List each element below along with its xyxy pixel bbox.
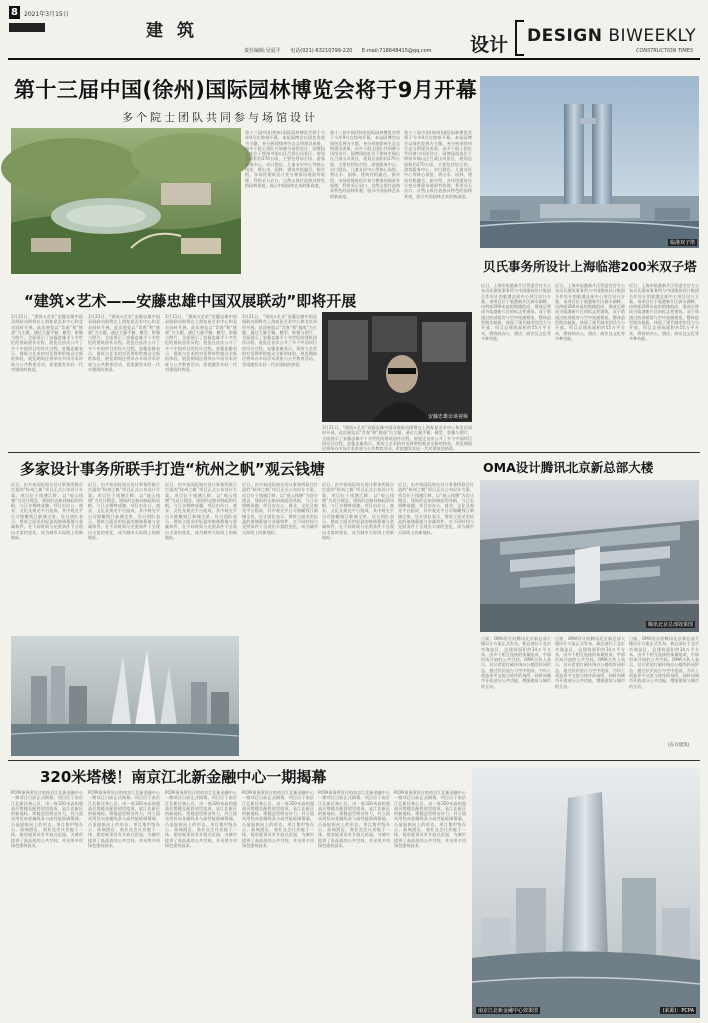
twin-towers-body-col2: 近日，上海市临港新片区管委会官方公布贝氏建筑事务所与中国建筑设计集团合作设计的临港总部中心项目设计方案。该项目位于临港新片区滴水湖畔，由两座200米高的塔楼组成，建成后将成为临港新片区的标志性建筑。双子塔通过底部裙房与空中连廊相连，整体造型简洁挺拔，体现了现代城市的活力与开放。项目总建筑面积约55万平方米，将容纳办公、酒店、商业及文化等多种功能。 — [555, 283, 625, 341]
oma-credit: (东方建筑) — [668, 743, 690, 748]
nanjing-tower-image-icon — [472, 768, 700, 1018]
hangzhou-body-col5: 近日，由多家国际知名设计事务所联合打造的“杭州之帆”项目正式公布设计方案。项目位于钱塘江畔，以“观云钱塘”为设计理念，建筑形态如同扬起的风帆，与江水相映成趣。项目由办公、商业、文化及观光平台组成，其中观光平台可俯瞰钱江新城全景。设计团队表示，建筑立面采用轻盈的玻璃幕墙与金属构件，在不同时间与光照条件下呈现出丰富的变化，成为城市天际线上的新地标。 — [322, 482, 394, 540]
hangzhou-body-col6: 近日，由多家国际知名设计事务所联合打造的“杭州之帆”项目正式公布设计方案。项目位于钱塘江畔，以“观云钱塘”为设计理念，建筑形态如同扬起的风帆，与江水相映成趣。项目由办公、商业、文化及观光平台组成，其中观光平台可俯瞰钱江新城全景。设计团队表示，建筑立面采用轻盈的玻璃幕墙与金属构件，在不同时间与光照条件下呈现出丰富的变化，成为城市天际线上的新地标。 — [398, 482, 474, 535]
hangzhou-skyline-image-icon — [11, 636, 239, 756]
oma-tencent-photo — [480, 480, 699, 632]
art-body-col4: 3月21日，“建筑×艺术”安藤忠雄中国双展联动即将在上海复星艺术中心和北京同时开展。此次展览以“青春”和“挑战”为主题，通过大量手稿、模型、影像与照片，全面展示了安藤忠雄半个多世纪的建筑创作历程。展览还首次公开了多个中国项目的设计过程。安藤忠雄表示，建筑与艺术的对话将带给观众全新的体验，展览期间还将举办多场学术讲座与公共教育活动，希望激发年轻一代对建筑的热爱。 — [242, 314, 317, 367]
headline-twin-towers: 贝氏事务所设计上海临港200米双子塔 — [483, 259, 697, 274]
art-body-col5: 3月21日，“建筑×艺术”安藤忠雄中国双展联动即将在上海复星艺术中心和北京同时开展。此次展览以“青春”和“挑战”为主题，通过大量手稿、模型、影像与照片，全面展示了安藤忠雄半个多世纪的建筑创作历程。展览还首次公开了多个中国项目的设计过程。安藤忠雄表示，建筑与艺术的对话将带给观众全新的体验，展览期间还将举办多场学术讲座与公共教育活动，希望激发年轻一代对建筑的热爱。 — [322, 425, 472, 452]
subheadline-garden-expo: 多个院士团队共同参与场馆设计 — [122, 111, 318, 124]
art-body-col3: 3月21日，“建筑×艺术”安藤忠雄中国双展联动即将在上海复星艺术中心和北京同时开展。此次展览以“青春”和“挑战”为主题，通过大量手稿、模型、影像与照片，全面展示了安藤忠雄半个多世纪的建筑创作历程。展览还首次公开了多个中国项目的设计过程。安藤忠雄表示，建筑与艺术的对话将带给观众全新的体验，展览期间还将举办多场学术讲座与公共教育活动，希望激发年轻一代对建筑的热爱。 — [165, 314, 237, 372]
oma-body-col1: 日前，OMA设计的腾讯北京新总部大楼设计方案正式发布。新总部位于北京市海淀区，总建筑面积约34万平方米，由多个相互连接的体量组成，中部形成开放的公共空间。OMA合伙人表示，设计希望打破传统办公楼的封闭形态，通过层层退台与空中花园，为员工创造更多交流与协作的场所，同时向城市开放部分公共功能，增强建筑与城市的互动。 — [481, 636, 551, 689]
twin-towers-body-col3: 近日，上海市临港新片区管委会官方公布贝氏建筑事务所与中国建筑设计集团合作设计的临港总部中心项目设计方案。该项目位于临港新片区滴水湖畔，由两座200米高的塔楼组成，建成后将成为临港新片区的标志性建筑。双子塔通过底部裙房与空中连廊相连，整体造型简洁挺拔，体现了现代城市的活力与开放。项目总建筑面积约55万平方米，将容纳办公、酒店、商业及文化等多种功能。 — [629, 283, 699, 341]
brand-en — [527, 26, 696, 46]
headline-oma-beijing: OMA设计腾讯北京新总部大楼 — [483, 460, 654, 475]
nanjing-body-col1: PCPA事务所设计的南京江北新金融中心一期项目日前正式揭幕。项目位于南京江北新区核心区，由一座320米高的超高层塔楼及配套裙房组成，是江北新区的新地标。塔楼造型简洁有力，外立面采用竖向金属线条与高性能玻璃幕墙，凸显挺拔向上的形态。项目集甲级办公、高端酒店、商业及会议功能于一体，裙房屋顶设有开放式花园，为城市提供了高品质的公共空间，并采用多项绿色建筑技术。 — [11, 790, 83, 848]
nanjing-body-col5: PCPA事务所设计的南京江北新金融中心一期项目日前正式揭幕。项目位于南京江北新区核心区，由一座320米高的超高层塔楼及配套裙房组成，是江北新区的新地标。塔楼造型简洁有力，外立面采用竖向金属线条与高性能玻璃幕墙，凸显挺拔向上的形态。项目集甲级办公、高端酒店、商业及会议功能于一体，裙房屋顶设有开放式花园，为城市提供了高品质的公共空间，并采用多项绿色建筑技术。 — [318, 790, 390, 848]
brand-subtitle: CONSTRUCTION TIMES — [636, 48, 693, 54]
hangzhou-body-col2: 近日，由多家国际知名设计事务所联合打造的“杭州之帆”项目正式公布设计方案。项目位于钱塘江畔，以“观云钱塘”为设计理念，建筑形态如同扬起的风帆，与江水相映成趣。项目由办公、商业、文化及观光平台组成，其中观光平台可俯瞰钱江新城全景。设计团队表示，建筑立面采用轻盈的玻璃幕墙与金属构件，在不同时间与光照条件下呈现出丰富的变化，成为城市天际线上的新地标。 — [88, 482, 160, 540]
oma-body-col2: 日前，OMA设计的腾讯北京新总部大楼设计方案正式发布。新总部位于北京市海淀区，总建筑面积约34万平方米，由多个相互连接的体量组成，中部形成开放的公共空间。OMA合伙人表示，设计希望打破传统办公楼的封闭形态，通过层层退台与空中花园，为员工创造更多交流与协作的场所，同时向城市开放部分公共功能，增强建筑与城市的互动。 — [555, 636, 625, 689]
issue-date: 2021年3月15日 — [24, 11, 69, 18]
art-body-col2: 3月21日，“建筑×艺术”安藤忠雄中国双展联动即将在上海复星艺术中心和北京同时开展。此次展览以“青春”和“挑战”为主题，通过大量手稿、模型、影像与照片，全面展示了安藤忠雄半个多世纪的建筑创作历程。展览还首次公开了多个中国项目的设计过程。安藤忠雄表示，建筑与艺术的对话将带给观众全新的体验，展览期间还将举办多场学术讲座与公共教育活动，希望激发年轻一代对建筑的热爱。 — [88, 314, 160, 372]
garden-expo-photo — [11, 128, 241, 274]
nanjing-body-col3: PCPA事务所设计的南京江北新金融中心一期项目日前正式揭幕。项目位于南京江北新区核心区，由一座320米高的超高层塔楼及配套裙房组成，是江北新区的新地标。塔楼造型简洁有力，外立面采用竖向金属线条与高性能玻璃幕墙，凸显挺拔向上的形态。项目集甲级办公、高端酒店、商业及会议功能于一体，裙房屋顶设有开放式花园，为城市提供了高品质的公共空间，并采用多项绿色建筑技术。 — [165, 790, 237, 848]
section-divider-bottom — [8, 760, 700, 761]
hangzhou-body-col4: 近日，由多家国际知名设计事务所联合打造的“杭州之帆”项目正式公布设计方案。项目位于钱塘江畔，以“观云钱塘”为设计理念，建筑形态如同扬起的风帆，与江水相映成趣。项目由办公、商业、文化及观光平台组成，其中观光平台可俯瞰钱江新城全景。设计团队表示，建筑立面采用轻盈的玻璃幕墙与金属构件，在不同时间与光照条件下呈现出丰富的变化，成为城市天际线上的新地标。 — [242, 482, 318, 535]
twin-towers-caption: 临港双子塔 — [669, 240, 695, 246]
nanjing-finance-photo — [472, 768, 700, 1018]
editor-line — [244, 47, 432, 54]
garden-aerial-image-icon — [11, 128, 241, 274]
nanjing-finance-credit: (来源)：PCPA — [662, 1008, 694, 1014]
oma-body-col3: 日前，OMA设计的腾讯北京新总部大楼设计方案正式发布。新总部位于北京市海淀区，总建筑面积约34万平方米，由多个相互连接的体量组成，中部形成开放的公共空间。OMA合伙人表示，设计希望打破传统办公楼的封闭形态，通过层层退台与空中花园，为员工创造更多交流与协作的场所，同时向城市开放部分公共功能，增强建筑与城市的互动。 — [629, 636, 699, 689]
editor-name: 责任编辑:吴夏平 — [244, 48, 281, 54]
ando-video-caption: 安藤忠雄访谈视频 — [427, 414, 468, 420]
email-address: E-mail:718648415@qq.com — [361, 48, 432, 54]
twin-towers-image-icon — [480, 76, 699, 248]
headline-hangzhou-sail: 多家设计事务所联手打造“杭州之帆”观云钱塘 — [20, 460, 325, 478]
art-body-col1: 3月21日，“建筑×艺术”安藤忠雄中国双展联动即将在上海复星艺术中心和北京同时开展。此次展览以“青春”和“挑战”为主题，通过大量手稿、模型、影像与照片，全面展示了安藤忠雄半个多世纪的建筑创作历程。展览还首次公开了多个中国项目的设计过程。安藤忠雄表示，建筑与艺术的对话将带给观众全新的体验，展览期间还将举办多场学术讲座与公共教育活动，希望激发年轻一代对建筑的热爱。 — [11, 314, 83, 372]
oma-tencent-caption: 腾讯北京总部效果图 — [647, 622, 693, 628]
headline-garden-expo: 第十三届中国(徐州)国际园林博览会将于9月开幕 — [14, 78, 478, 102]
section-divider — [8, 452, 700, 453]
ando-portrait-image-icon — [322, 312, 472, 422]
brand-en-biweekly: BIWEEKLY — [608, 26, 697, 46]
brand-cn: 设计 — [470, 34, 509, 56]
newspaper-logo-icon — [9, 23, 45, 32]
nanjing-body-col2: PCPA事务所设计的南京江北新金融中心一期项目日前正式揭幕。项目位于南京江北新区核心区，由一座320米高的超高层塔楼及配套裙房组成，是江北新区的新地标。塔楼造型简洁有力，外立面采用竖向金属线条与高性能玻璃幕墙，凸显挺拔向上的形态。项目集甲级办公、高端酒店、商业及会议功能于一体，裙房屋顶设有开放式花园，为城市提供了高品质的公共空间，并采用多项绿色建筑技术。 — [88, 790, 160, 848]
hangzhou-sail-photo — [11, 636, 239, 756]
brand-en-design: DESIGN — [527, 26, 603, 46]
nanjing-finance-caption: 南京江北新金融中心效果图 — [478, 1008, 539, 1014]
headline-nanjing-finance: 320米塔楼！南京江北新金融中心一期揭幕 — [40, 768, 327, 786]
brand-bracket-icon — [515, 20, 524, 56]
masthead — [0, 0, 708, 60]
nanjing-body-col4: PCPA事务所设计的南京江北新金融中心一期项目日前正式揭幕。项目位于南京江北新区核心区，由一座320米高的超高层塔楼及配套裙房组成，是江北新区的新地标。塔楼造型简洁有力，外立面采用竖向金属线条与高性能玻璃幕墙，凸显挺拔向上的形态。项目集甲级办公、高端酒店、商业及会议功能于一体，裙房屋顶设有开放式花园，为城市提供了高品质的公共空间，并采用多项绿色建筑技术。 — [242, 790, 314, 848]
garden-expo-body-col3: 第十三届中国(徐州)国际园林博览会将于今年9月在徐州开幕。本届园博会以绿色发展为主题，充分展现徐州生态文明建设成果，由多个院士团队共同参与场馆设计。园博园选址位于徐州市铜山区吕梁山风景区，规划总面积约270公顷，主要包括综合馆、游客服务中心、宕口酒店、儿童友好中心等核心场馆，将山水、园林、建筑有机融合。据介绍，各场馆建筑设计充分尊重场地原有肌理，利用采石宕口、自然山体打造独具特色的园林景观，展示中国园林艺术的新高度。 — [404, 130, 472, 199]
garden-expo-body-col1: 第十三届中国(徐州)国际园林博览会将于今年9月在徐州开幕。本届园博会以绿色发展为主题，充分展现徐州生态文明建设成果，由多个院士团队共同参与场馆设计。园博园选址位于徐州市铜山区吕梁山风景区，规划总面积约270公顷，主要包括综合馆、游客服务中心、宕口酒店、儿童友好中心等核心场馆，将山水、园林、建筑有机融合。据介绍，各场馆建筑设计充分尊重场地原有肌理，利用采石宕口、自然山体打造独具特色的园林景观，展示中国园林艺术的新高度。 — [245, 130, 325, 188]
hangzhou-body-col1: 近日，由多家国际知名设计事务所联合打造的“杭州之帆”项目正式公布设计方案。项目位于钱塘江畔，以“观云钱塘”为设计理念，建筑形态如同扬起的风帆，与江水相映成趣。项目由办公、商业、文化及观光平台组成，其中观光平台可俯瞰钱江新城全景。设计团队表示，建筑立面采用轻盈的玻璃幕墙与金属构件，在不同时间与光照条件下呈现出丰富的变化，成为城市天际线上的新地标。 — [11, 482, 83, 540]
ando-video-photo — [322, 312, 472, 422]
tencent-hq-image-icon — [480, 480, 699, 632]
section-label: 建筑 — [146, 21, 208, 41]
masthead-rule — [8, 58, 700, 60]
phone-number: 电话(021)-63210799-220 — [290, 48, 353, 54]
twin-towers-body-col1: 近日，上海市临港新片区管委会官方公布贝氏建筑事务所与中国建筑设计集团合作设计的临港总部中心项目设计方案。该项目位于临港新片区滴水湖畔，由两座200米高的塔楼组成，建成后将成为临港新片区的标志性建筑。双子塔通过底部裙房与空中连廊相连，整体造型简洁挺拔，体现了现代城市的活力与开放。项目总建筑面积约55万平方米，将容纳办公、酒店、商业及文化等多种功能。 — [481, 283, 551, 341]
twin-towers-photo — [480, 76, 699, 248]
nanjing-body-col6: PCPA事务所设计的南京江北新金融中心一期项目日前正式揭幕。项目位于南京江北新区核心区，由一座320米高的超高层塔楼及配套裙房组成，是江北新区的新地标。塔楼造型简洁有力，外立面采用竖向金属线条与高性能玻璃幕墙，凸显挺拔向上的形态。项目集甲级办公、高端酒店、商业及会议功能于一体，裙房屋顶设有开放式花园，为城市提供了高品质的公共空间，并采用多项绿色建筑技术。 — [394, 790, 466, 848]
garden-expo-body-col2: 第十三届中国(徐州)国际园林博览会将于今年9月在徐州开幕。本届园博会以绿色发展为主题，充分展现徐州生态文明建设成果，由多个院士团队共同参与场馆设计。园博园选址位于徐州市铜山区吕梁山风景区，规划总面积约270公顷，主要包括综合馆、游客服务中心、宕口酒店、儿童友好中心等核心场馆，将山水、园林、建筑有机融合。据介绍，各场馆建筑设计充分尊重场地原有肌理，利用采石宕口、自然山体打造独具特色的园林景观，展示中国园林艺术的新高度。 — [330, 130, 400, 199]
headline-art-architecture: “建筑×艺术——安藤忠雄中国双展联动”即将开展 — [24, 292, 357, 310]
hangzhou-body-col3: 近日，由多家国际知名设计事务所联合打造的“杭州之帆”项目正式公布设计方案。项目位于钱塘江畔，以“观云钱塘”为设计理念，建筑形态如同扬起的风帆，与江水相映成趣。项目由办公、商业、文化及观光平台组成，其中观光平台可俯瞰钱江新城全景。设计团队表示，建筑立面采用轻盈的玻璃幕墙与金属构件，在不同时间与光照条件下呈现出丰富的变化，成为城市天际线上的新地标。 — [165, 482, 237, 540]
page-number: 8 — [9, 6, 20, 19]
